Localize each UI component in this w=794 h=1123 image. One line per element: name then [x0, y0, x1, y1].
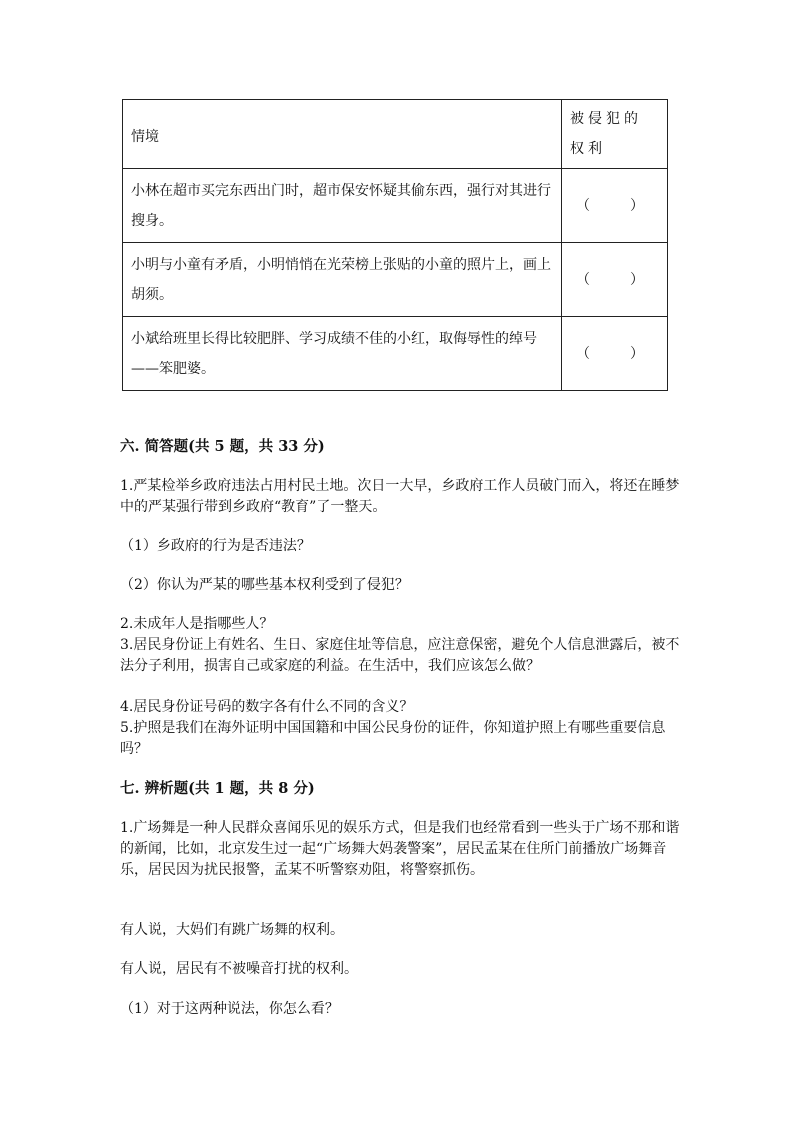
question-6-1-sub2: （2）你认为严某的哪些基本权利受到了侵犯？ [120, 577, 409, 593]
question-6-4: 4.居民身份证号码的数字各有什么不同的含义？ [120, 699, 414, 715]
question-7-para-1: 有人说，大妈们有跳广场舞的权利。 [120, 922, 344, 938]
answer-blank [562, 317, 668, 391]
table-cell-situation: 小明与小童有矛盾，小明悄悄在光荣榜上张贴的小童的照片上，画上胡须。 [123, 243, 562, 317]
question-6-5: 5.护照是我们在海外证明中国国籍和中国公民身份的证件，你知道护照上有哪些重要信息吗？ [120, 720, 666, 757]
answer-blank [562, 169, 668, 243]
answer-paren-close: ） [630, 197, 644, 214]
table-row [123, 243, 668, 317]
table-row [123, 317, 668, 391]
table-header-right: 被侵犯的权利 [562, 100, 668, 169]
question-7-1: 1.广场舞是一种人民群众喜闻乐见的娱乐方式，但是我们也经常看到一些头于广场不那和谐的新闻，比如，北京发生过一起“广场舞大妈袭警案”，居民孟某在住所门前播放广场舞音乐，居民因为扰民报警，孟某不听警察劝阻，将警察抓伤。 [120, 820, 680, 878]
question-7-sub1: （1）对于这两种说法，你怎么看？ [120, 1001, 339, 1017]
question-6-2: 2.未成年人是指哪些人？ [120, 616, 274, 632]
table-cell-situation: 小斌给班里长得比较肥胖、学习成绩不佳的小红，取侮辱性的绰号——笨肥婆。 [123, 317, 562, 391]
table-header-row [123, 100, 668, 169]
answer-paren-open: （ [576, 197, 590, 214]
table-cell-situation: 小林在超市买完东西出门时，超市保安怀疑其偷东西，强行对其进行搜身。 [123, 169, 562, 243]
situation-table [122, 99, 668, 391]
section-6-title: 六. 简答题(共 5 题，共 33 分) [120, 438, 325, 455]
table-header-situation: 情境 [123, 100, 562, 169]
answer-paren-close: ） [630, 345, 644, 362]
answer-paren-open: （ [576, 345, 590, 362]
question-6-1-sub1: （1）乡政府的行为是否违法？ [120, 538, 311, 554]
section-7-title: 七. 辨析题(共 1 题，共 8 分) [120, 780, 315, 797]
question-7-para-2: 有人说，居民有不被噪音打扰的权利。 [120, 961, 358, 977]
answer-blank [562, 243, 668, 317]
answer-paren-open: （ [576, 271, 590, 288]
question-6-1: 1.严某检举乡政府违法占用村民土地。次日一大早，乡政府工作人员破门而入，将还在睡梦中的严某强行带到乡政府“教育”了一整天。 [120, 478, 680, 515]
table-row [123, 169, 668, 243]
question-6-3: 3.居民身份证上有姓名、生日、家庭住址等信息，应注意保密，避免个人信息泄露后，被不法分子利用，损害自己或家庭的利益。在生活中，我们应该怎么做？ [120, 637, 680, 674]
answer-paren-close: ） [630, 271, 644, 288]
